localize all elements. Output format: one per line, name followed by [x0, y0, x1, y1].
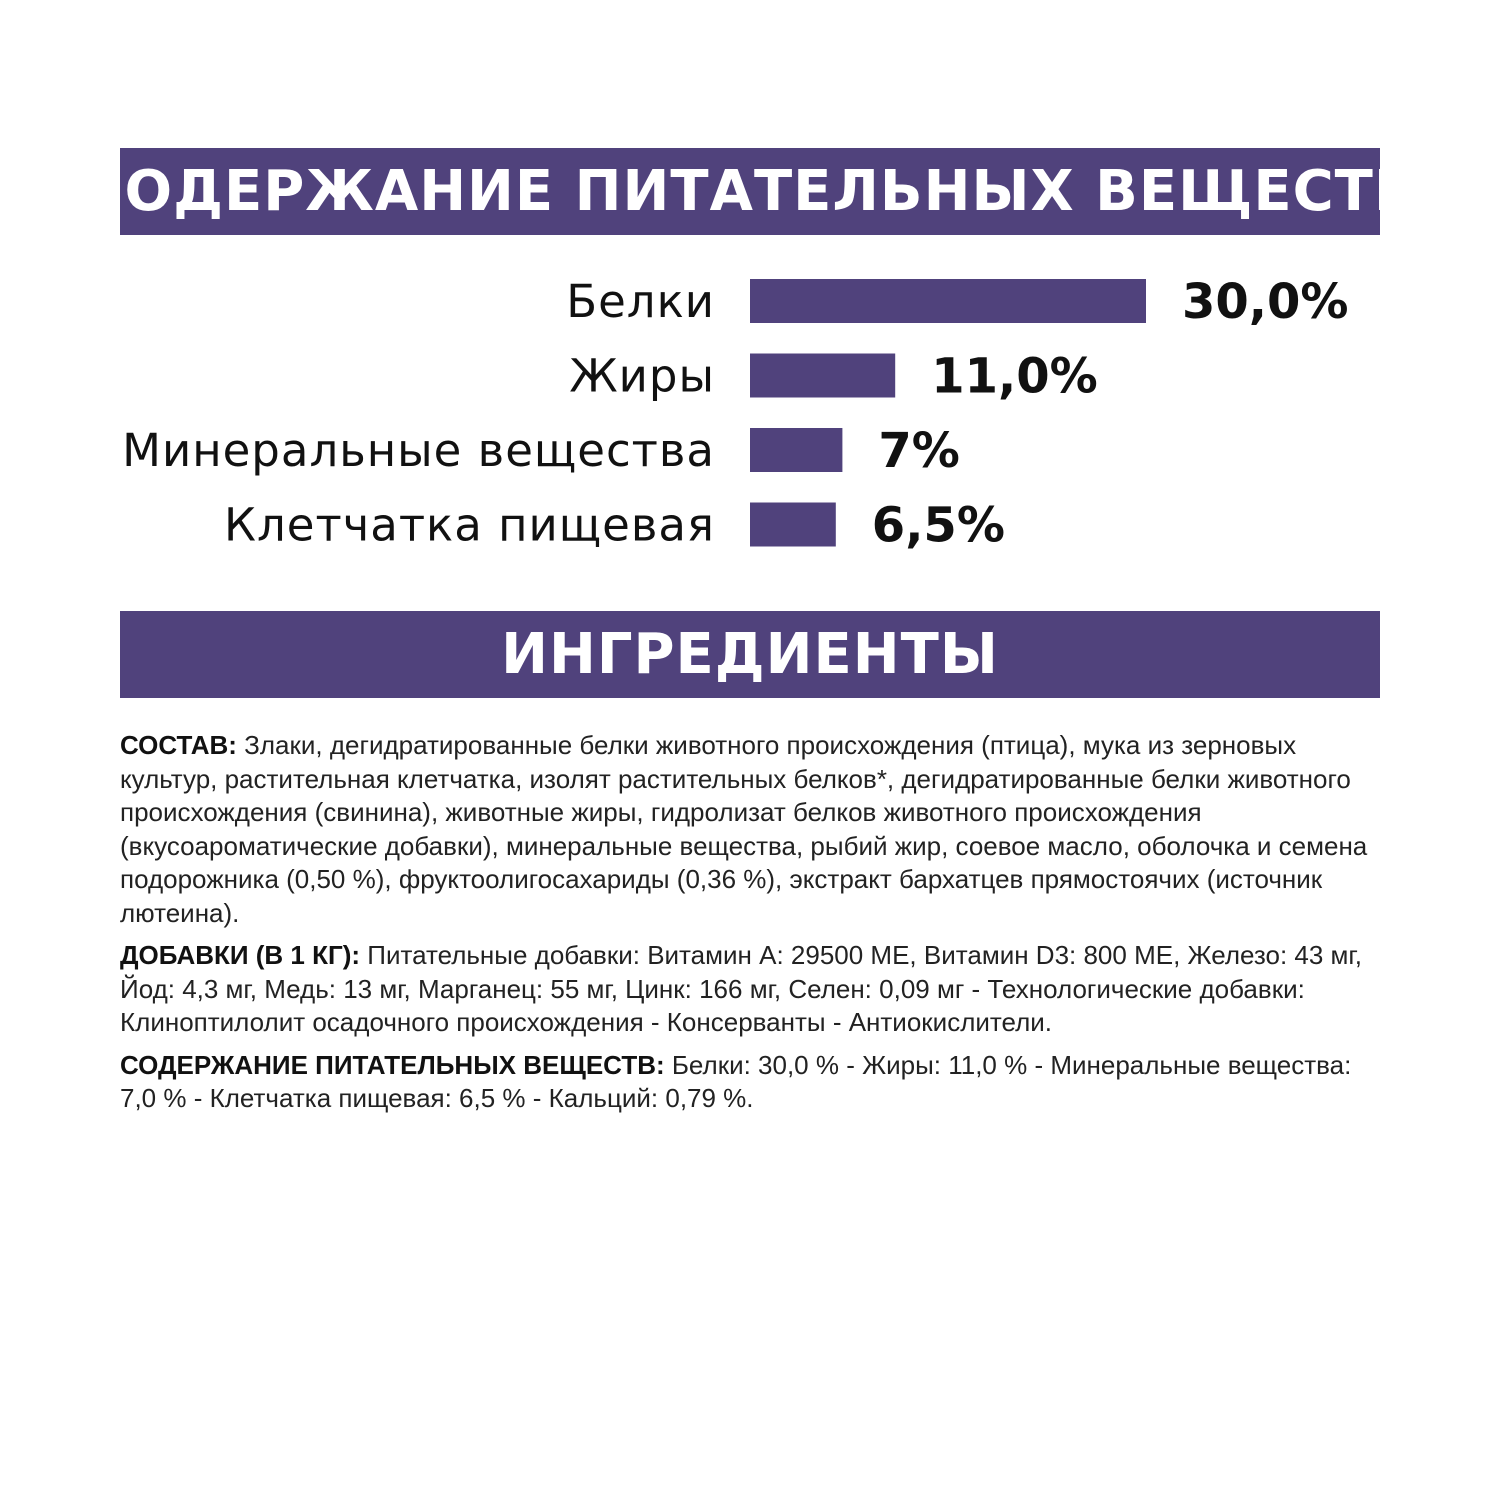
ingredients-section [120, 729, 1380, 1125]
nutrients-banner: СОДЕРЖАНИЕ ПИТАТЕЛЬНЫХ ВЕЩЕСТВ [120, 148, 1380, 235]
additives-paragraph [120, 939, 1380, 1040]
composition-label: СОСТАВ: [120, 730, 237, 760]
nutrient-bar-chart [0, 260, 1500, 570]
category-label: Белки [566, 275, 715, 328]
nutrients-paragraph [120, 1049, 1380, 1116]
nutrients-label: СОДЕРЖАНИЕ ПИТАТЕЛЬНЫХ ВЕЩЕСТВ: [120, 1049, 665, 1080]
category-label: Жиры [569, 349, 715, 403]
value-label: 6,5% [871, 497, 1005, 554]
nutrients-text: Белки: 30,0 % - Жиры: 11,0 % - Минеральные вещества: 7,0 % - Клетчатка пищевая: 6,5 % - Кальций: 0,79 %. [120, 1049, 1352, 1113]
bar [750, 279, 1146, 323]
additives-label: ДОБАВКИ (В 1 КГ): [120, 940, 361, 970]
category-label: Клетчатка пищевая [224, 498, 715, 552]
composition-text: Злаки, дегидратированные белки животного происхождения (птица), мука из зерновых культур, растительная клетчатка, изолят растительных белков*, дегидратированные белки животного происхождения (свинина), животные жиры, гидролизат белков животного происхождения (вкусоароматические добавки), минеральные вещества, рыбий жир, соевое масло, оболочка и семена подорожника (0,50 %), фруктоолигосахариды (0,36 %), экстракт бархатцев прямостоячих (источник лютеина). [120, 730, 1368, 928]
bar [750, 428, 842, 472]
category-label: Минеральные вещества [122, 424, 715, 477]
bar [750, 503, 836, 547]
composition-paragraph [120, 729, 1380, 930]
value-label: 30,0% [1182, 274, 1349, 330]
bar [750, 354, 895, 398]
ingredients-banner: ИНГРЕДИЕНТЫ [120, 611, 1380, 698]
value-label: 11,0% [931, 348, 1098, 405]
value-label: 7% [878, 423, 960, 479]
additives-text: Питательные добавки: Витамин А: 29500 МЕ, Витамин D3: 800 МЕ, Железо: 43 мг, Йод: 4,3 мг, Медь: 13 мг, Марганец: 55 мг, Цинк: 166 мг, Селен: 0,09 мг - Технологические добавки: Клиноптилолит осадочного происхождения - Консерванты - Антиокислители. [120, 940, 1362, 1037]
